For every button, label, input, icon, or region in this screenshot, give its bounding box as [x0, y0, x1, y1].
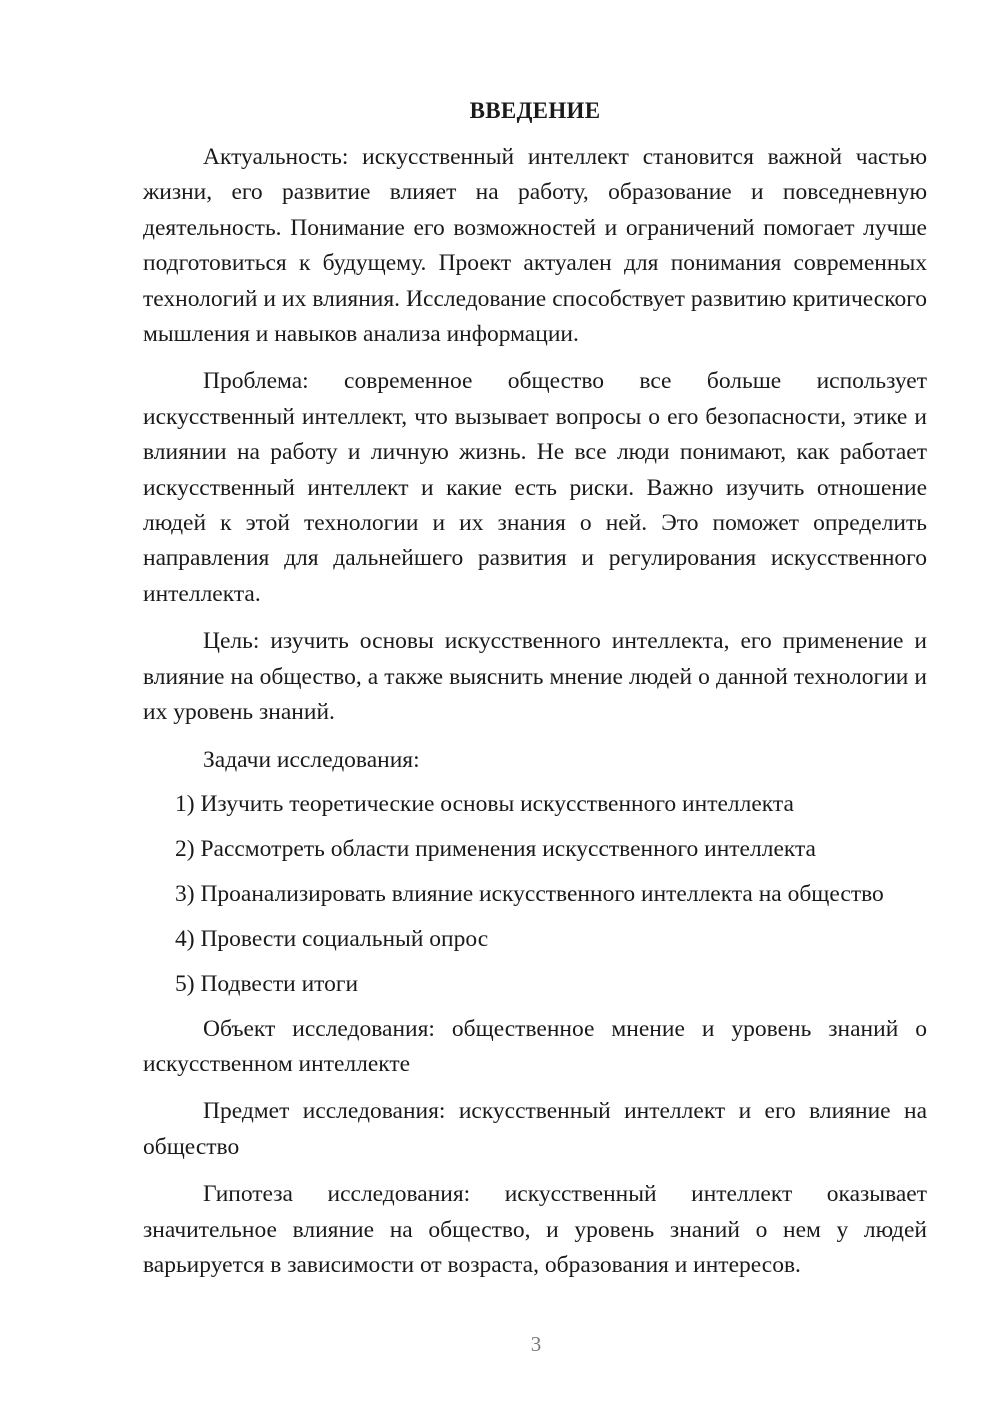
page-number: 3	[530, 1332, 542, 1356]
subject-paragraph: Предмет исследования: искусственный интеллект и его влияние на общество	[143, 1098, 927, 1160]
tasks-list	[143, 787, 927, 1002]
object-paragraph: Объект исследования: общественное мнение и уровень знаний о искусственном интеллекте	[143, 1015, 927, 1077]
task-item: 2) Рассмотреть области применения искусственного интеллекта	[175, 835, 816, 862]
problem-paragraph: Проблема: современное общество все больше использует искусственный интеллект, что вызывает вопросы о его безопасности, этике и влиянии на работу и личную жизнь. Не все люди понимают, как работает искусственный интеллект и какие есть риски. Важно изучить отношение людей к этой технологии и их знания о ней. Это поможет определить направления для дальнейшего развития и регулирования искусственного интеллекта.	[143, 368, 927, 607]
page-content	[143, 96, 927, 1295]
hypothesis-paragraph: Гипотеза исследования: искусственный интеллект оказывает значительное влияние на общество, и уровень знаний о нем у людей варьируется в зависимости от возраста, образования и интересов.	[143, 1181, 927, 1278]
task-item: 5) Подвести итоги	[175, 970, 359, 997]
goal-paragraph: Цель: изучить основы искусственного интеллекта, его применение и влияние на общество, а также выяснить мнение людей о данной технологии и их уровень знаний.	[143, 628, 927, 726]
task-item: 1) Изучить теоретические основы искусственного интеллекта	[175, 790, 794, 817]
tasks-heading: Задачи исследования:	[203, 746, 420, 773]
section-title: ВВЕДЕНИЕ	[469, 98, 601, 123]
relevance-paragraph: Актуальность: искусственный интеллект становится важной частью жизни, его развитие влияет на работу, образование и повседневную деятельность. Понимание его возможностей и ограничений помогает лучше подготовиться к будущему. Проект актуален для понимания современных технологий и их влияния. Исследование способствует развитию критического мышления и навыков анализа информации.	[143, 144, 927, 348]
task-item: 4) Провести социальный опрос	[175, 925, 489, 952]
task-item: 3) Проанализировать влияние искусственного интеллекта на общество	[175, 880, 884, 907]
